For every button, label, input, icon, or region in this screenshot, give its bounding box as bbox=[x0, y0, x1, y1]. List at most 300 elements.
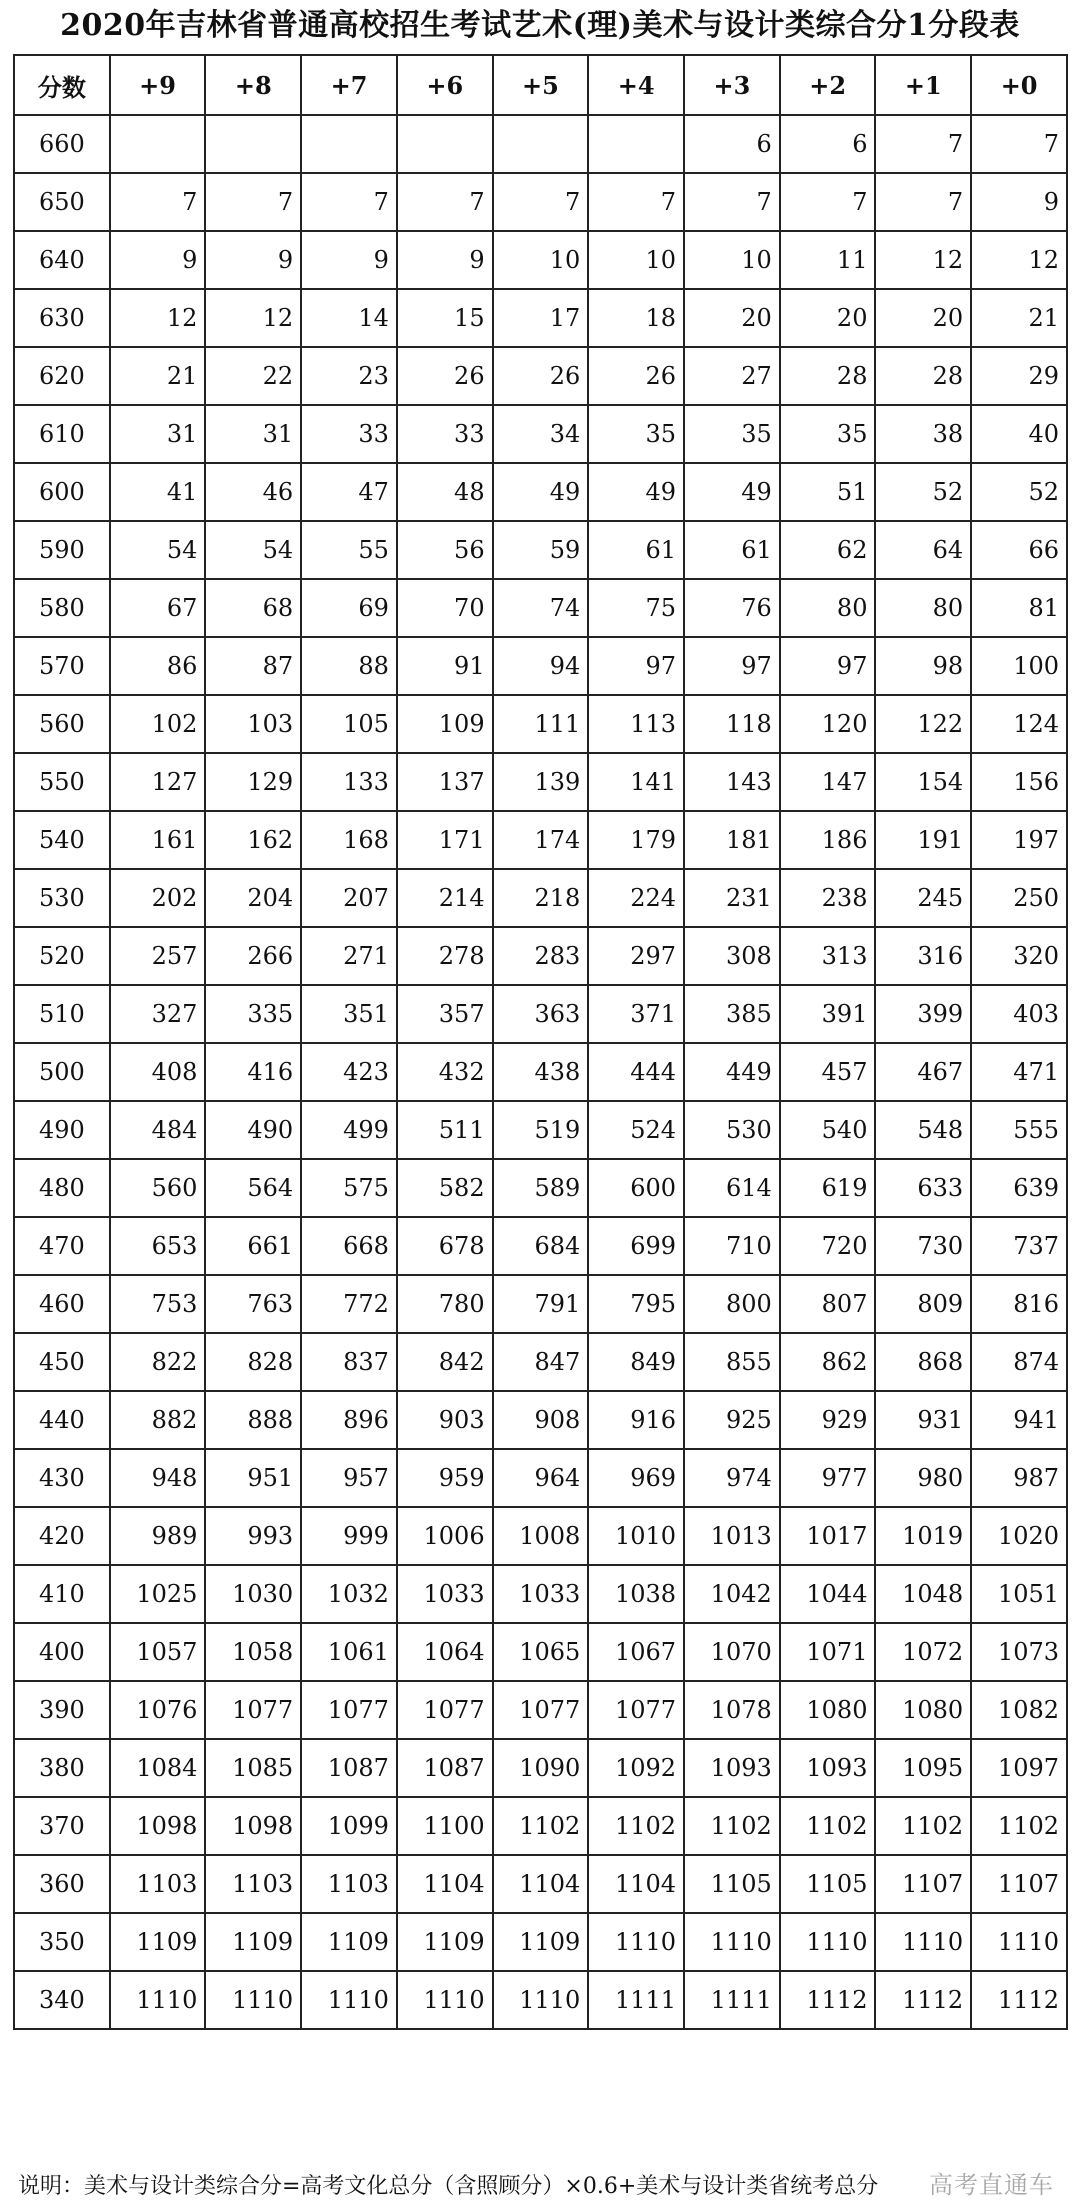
footnote: 说明：美术与设计类综合分=高考文化总分（含照顾分）×0.6+美术与设计类省统考总分 bbox=[18, 2174, 879, 2199]
count-cell: 1095 bbox=[875, 1739, 971, 1797]
count-cell: 1110 bbox=[780, 1913, 876, 1971]
column-header-offset: +6 bbox=[397, 55, 493, 115]
count-cell: 91 bbox=[397, 637, 493, 695]
count-cell: 1112 bbox=[875, 1971, 971, 2029]
count-cell: 888 bbox=[205, 1391, 301, 1449]
count-cell: 1110 bbox=[205, 1971, 301, 2029]
count-cell bbox=[205, 115, 301, 173]
count-cell: 9 bbox=[205, 231, 301, 289]
table-row bbox=[14, 1507, 1067, 1565]
count-cell: 987 bbox=[971, 1449, 1067, 1507]
count-cell: 7 bbox=[205, 173, 301, 231]
count-cell: 56 bbox=[397, 521, 493, 579]
table-row bbox=[14, 1623, 1067, 1681]
count-cell: 49 bbox=[493, 463, 589, 521]
count-cell: 511 bbox=[397, 1101, 493, 1159]
count-cell: 14 bbox=[301, 289, 397, 347]
column-header-offset: +5 bbox=[493, 55, 589, 115]
count-cell: 1100 bbox=[397, 1797, 493, 1855]
count-cell: 113 bbox=[588, 695, 684, 753]
table-row bbox=[14, 1391, 1067, 1449]
count-cell: 816 bbox=[971, 1275, 1067, 1333]
count-cell: 20 bbox=[780, 289, 876, 347]
count-cell: 66 bbox=[971, 521, 1067, 579]
count-cell: 1073 bbox=[971, 1623, 1067, 1681]
count-cell: 250 bbox=[971, 869, 1067, 927]
table-row bbox=[14, 1217, 1067, 1275]
count-cell: 49 bbox=[588, 463, 684, 521]
count-cell: 55 bbox=[301, 521, 397, 579]
count-cell: 1058 bbox=[205, 1623, 301, 1681]
table-row bbox=[14, 1739, 1067, 1797]
count-cell: 1010 bbox=[588, 1507, 684, 1565]
count-cell: 1044 bbox=[780, 1565, 876, 1623]
count-cell: 1077 bbox=[301, 1681, 397, 1739]
count-cell: 1072 bbox=[875, 1623, 971, 1681]
count-cell: 989 bbox=[110, 1507, 206, 1565]
count-cell: 1038 bbox=[588, 1565, 684, 1623]
count-cell: 133 bbox=[301, 753, 397, 811]
count-cell: 87 bbox=[205, 637, 301, 695]
count-cell: 1077 bbox=[397, 1681, 493, 1739]
table-row bbox=[14, 579, 1067, 637]
score-cell: 620 bbox=[14, 347, 110, 405]
count-cell: 1067 bbox=[588, 1623, 684, 1681]
count-cell: 951 bbox=[205, 1449, 301, 1507]
count-cell: 730 bbox=[875, 1217, 971, 1275]
count-cell: 129 bbox=[205, 753, 301, 811]
count-cell: 1019 bbox=[875, 1507, 971, 1565]
count-cell: 639 bbox=[971, 1159, 1067, 1217]
count-cell: 471 bbox=[971, 1043, 1067, 1101]
table-row bbox=[14, 1449, 1067, 1507]
count-cell: 847 bbox=[493, 1333, 589, 1391]
count-cell: 49 bbox=[684, 463, 780, 521]
count-cell: 614 bbox=[684, 1159, 780, 1217]
count-cell: 916 bbox=[588, 1391, 684, 1449]
column-header-offset: +3 bbox=[684, 55, 780, 115]
count-cell: 1105 bbox=[780, 1855, 876, 1913]
count-cell: 257 bbox=[110, 927, 206, 985]
table-body bbox=[14, 115, 1067, 2029]
count-cell: 111 bbox=[493, 695, 589, 753]
count-cell: 925 bbox=[684, 1391, 780, 1449]
count-cell: 399 bbox=[875, 985, 971, 1043]
table-row bbox=[14, 231, 1067, 289]
count-cell: 51 bbox=[780, 463, 876, 521]
count-cell: 97 bbox=[588, 637, 684, 695]
count-cell: 974 bbox=[684, 1449, 780, 1507]
count-cell: 948 bbox=[110, 1449, 206, 1507]
count-cell: 218 bbox=[493, 869, 589, 927]
score-cell: 590 bbox=[14, 521, 110, 579]
count-cell bbox=[301, 115, 397, 173]
count-cell: 168 bbox=[301, 811, 397, 869]
count-cell: 1057 bbox=[110, 1623, 206, 1681]
count-cell: 822 bbox=[110, 1333, 206, 1391]
page-title: 2020年吉林省普通高校招生考试艺术(理)美术与设计类综合分1分段表 bbox=[60, 8, 1020, 43]
count-cell: 1097 bbox=[971, 1739, 1067, 1797]
count-cell: 1107 bbox=[875, 1855, 971, 1913]
count-cell: 6 bbox=[684, 115, 780, 173]
count-cell: 1104 bbox=[588, 1855, 684, 1913]
count-cell: 54 bbox=[110, 521, 206, 579]
count-cell: 1109 bbox=[205, 1913, 301, 1971]
score-cell: 360 bbox=[14, 1855, 110, 1913]
count-cell: 351 bbox=[301, 985, 397, 1043]
count-cell: 519 bbox=[493, 1101, 589, 1159]
count-cell: 1110 bbox=[875, 1913, 971, 1971]
count-cell: 1112 bbox=[780, 1971, 876, 2029]
count-cell: 28 bbox=[780, 347, 876, 405]
count-cell: 41 bbox=[110, 463, 206, 521]
count-cell: 1051 bbox=[971, 1565, 1067, 1623]
count-cell: 403 bbox=[971, 985, 1067, 1043]
count-cell: 20 bbox=[684, 289, 780, 347]
count-cell: 1080 bbox=[780, 1681, 876, 1739]
count-cell: 7 bbox=[971, 115, 1067, 173]
count-cell: 1076 bbox=[110, 1681, 206, 1739]
count-cell: 1071 bbox=[780, 1623, 876, 1681]
count-cell: 809 bbox=[875, 1275, 971, 1333]
count-cell: 837 bbox=[301, 1333, 397, 1391]
count-cell: 874 bbox=[971, 1333, 1067, 1391]
count-cell: 969 bbox=[588, 1449, 684, 1507]
count-cell: 316 bbox=[875, 927, 971, 985]
score-cell: 430 bbox=[14, 1449, 110, 1507]
count-cell: 993 bbox=[205, 1507, 301, 1565]
score-cell: 640 bbox=[14, 231, 110, 289]
count-cell: 490 bbox=[205, 1101, 301, 1159]
count-cell: 271 bbox=[301, 927, 397, 985]
score-cell: 500 bbox=[14, 1043, 110, 1101]
count-cell: 1110 bbox=[588, 1913, 684, 1971]
count-cell: 7 bbox=[875, 115, 971, 173]
count-cell: 467 bbox=[875, 1043, 971, 1101]
count-cell: 74 bbox=[493, 579, 589, 637]
count-cell: 653 bbox=[110, 1217, 206, 1275]
count-cell: 357 bbox=[397, 985, 493, 1043]
count-cell: 171 bbox=[397, 811, 493, 869]
count-cell: 1032 bbox=[301, 1565, 397, 1623]
count-cell: 1033 bbox=[493, 1565, 589, 1623]
count-cell: 908 bbox=[493, 1391, 589, 1449]
count-cell: 22 bbox=[205, 347, 301, 405]
count-cell: 94 bbox=[493, 637, 589, 695]
score-cell: 540 bbox=[14, 811, 110, 869]
count-cell: 780 bbox=[397, 1275, 493, 1333]
count-cell: 10 bbox=[684, 231, 780, 289]
table-row bbox=[14, 405, 1067, 463]
score-cell: 450 bbox=[14, 1333, 110, 1391]
count-cell: 31 bbox=[205, 405, 301, 463]
count-cell: 105 bbox=[301, 695, 397, 753]
count-cell: 40 bbox=[971, 405, 1067, 463]
count-cell: 6 bbox=[780, 115, 876, 173]
count-cell: 1084 bbox=[110, 1739, 206, 1797]
score-cell: 630 bbox=[14, 289, 110, 347]
count-cell: 127 bbox=[110, 753, 206, 811]
count-cell bbox=[493, 115, 589, 173]
count-cell: 224 bbox=[588, 869, 684, 927]
count-cell: 1110 bbox=[301, 1971, 397, 2029]
score-cell: 520 bbox=[14, 927, 110, 985]
score-cell: 490 bbox=[14, 1101, 110, 1159]
count-cell bbox=[588, 115, 684, 173]
count-cell: 1077 bbox=[493, 1681, 589, 1739]
count-cell: 540 bbox=[780, 1101, 876, 1159]
count-cell: 120 bbox=[780, 695, 876, 753]
count-cell: 1110 bbox=[397, 1971, 493, 2029]
count-cell: 27 bbox=[684, 347, 780, 405]
count-cell: 678 bbox=[397, 1217, 493, 1275]
table-row bbox=[14, 115, 1067, 173]
count-cell: 139 bbox=[493, 753, 589, 811]
table-row bbox=[14, 637, 1067, 695]
count-cell: 46 bbox=[205, 463, 301, 521]
count-cell: 81 bbox=[971, 579, 1067, 637]
score-cell: 480 bbox=[14, 1159, 110, 1217]
count-cell: 35 bbox=[684, 405, 780, 463]
count-cell: 564 bbox=[205, 1159, 301, 1217]
count-cell: 278 bbox=[397, 927, 493, 985]
count-cell: 1092 bbox=[588, 1739, 684, 1797]
count-cell: 52 bbox=[971, 463, 1067, 521]
table-row bbox=[14, 173, 1067, 231]
column-header-offset: +8 bbox=[205, 55, 301, 115]
count-cell: 416 bbox=[205, 1043, 301, 1101]
count-cell: 1111 bbox=[684, 1971, 780, 2029]
score-cell: 650 bbox=[14, 173, 110, 231]
score-cell: 440 bbox=[14, 1391, 110, 1449]
count-cell: 11 bbox=[780, 231, 876, 289]
count-cell: 1103 bbox=[301, 1855, 397, 1913]
count-cell: 423 bbox=[301, 1043, 397, 1101]
count-cell: 297 bbox=[588, 927, 684, 985]
count-cell: 1110 bbox=[110, 1971, 206, 2029]
table-header-row bbox=[14, 55, 1067, 115]
count-cell: 363 bbox=[493, 985, 589, 1043]
score-cell: 510 bbox=[14, 985, 110, 1043]
score-cell: 660 bbox=[14, 115, 110, 173]
count-cell: 1087 bbox=[301, 1739, 397, 1797]
count-cell: 59 bbox=[493, 521, 589, 579]
count-cell: 7 bbox=[875, 173, 971, 231]
score-cell: 550 bbox=[14, 753, 110, 811]
count-cell: 438 bbox=[493, 1043, 589, 1101]
count-cell: 1109 bbox=[493, 1913, 589, 1971]
count-cell: 1013 bbox=[684, 1507, 780, 1565]
count-cell: 1077 bbox=[588, 1681, 684, 1739]
count-cell: 619 bbox=[780, 1159, 876, 1217]
count-cell bbox=[397, 115, 493, 173]
count-cell: 548 bbox=[875, 1101, 971, 1159]
count-cell: 391 bbox=[780, 985, 876, 1043]
count-cell: 86 bbox=[110, 637, 206, 695]
count-cell: 828 bbox=[205, 1333, 301, 1391]
score-distribution-table bbox=[13, 54, 1068, 2030]
score-cell: 570 bbox=[14, 637, 110, 695]
count-cell: 12 bbox=[875, 231, 971, 289]
count-cell: 862 bbox=[780, 1333, 876, 1391]
count-cell: 12 bbox=[110, 289, 206, 347]
count-cell: 800 bbox=[684, 1275, 780, 1333]
count-cell: 23 bbox=[301, 347, 397, 405]
count-cell: 710 bbox=[684, 1217, 780, 1275]
count-cell: 186 bbox=[780, 811, 876, 869]
watermark-logo: 高考直通车 bbox=[929, 2171, 1054, 2199]
count-cell: 231 bbox=[684, 869, 780, 927]
table-row bbox=[14, 347, 1067, 405]
count-cell: 560 bbox=[110, 1159, 206, 1217]
count-cell: 137 bbox=[397, 753, 493, 811]
count-cell: 122 bbox=[875, 695, 971, 753]
count-cell: 1020 bbox=[971, 1507, 1067, 1565]
count-cell: 238 bbox=[780, 869, 876, 927]
table-row bbox=[14, 463, 1067, 521]
count-cell: 21 bbox=[971, 289, 1067, 347]
count-cell: 668 bbox=[301, 1217, 397, 1275]
table-row bbox=[14, 289, 1067, 347]
count-cell: 1042 bbox=[684, 1565, 780, 1623]
count-cell: 737 bbox=[971, 1217, 1067, 1275]
count-cell: 35 bbox=[588, 405, 684, 463]
count-cell: 61 bbox=[684, 521, 780, 579]
count-cell: 179 bbox=[588, 811, 684, 869]
count-cell: 582 bbox=[397, 1159, 493, 1217]
column-header-offset: +7 bbox=[301, 55, 397, 115]
count-cell: 1017 bbox=[780, 1507, 876, 1565]
count-cell: 1112 bbox=[971, 1971, 1067, 2029]
count-cell: 1111 bbox=[588, 1971, 684, 2029]
count-cell: 1082 bbox=[971, 1681, 1067, 1739]
count-cell: 21 bbox=[110, 347, 206, 405]
count-cell: 161 bbox=[110, 811, 206, 869]
count-cell: 29 bbox=[971, 347, 1067, 405]
count-cell: 444 bbox=[588, 1043, 684, 1101]
count-cell: 699 bbox=[588, 1217, 684, 1275]
count-cell: 896 bbox=[301, 1391, 397, 1449]
count-cell: 371 bbox=[588, 985, 684, 1043]
count-cell: 1110 bbox=[493, 1971, 589, 2029]
count-cell: 684 bbox=[493, 1217, 589, 1275]
count-cell: 449 bbox=[684, 1043, 780, 1101]
count-cell: 600 bbox=[588, 1159, 684, 1217]
count-cell: 327 bbox=[110, 985, 206, 1043]
count-cell: 432 bbox=[397, 1043, 493, 1101]
count-cell: 999 bbox=[301, 1507, 397, 1565]
count-cell: 313 bbox=[780, 927, 876, 985]
count-cell: 181 bbox=[684, 811, 780, 869]
column-header-offset: +2 bbox=[780, 55, 876, 115]
count-cell: 33 bbox=[397, 405, 493, 463]
count-cell: 1006 bbox=[397, 1507, 493, 1565]
count-cell: 33 bbox=[301, 405, 397, 463]
count-cell: 97 bbox=[780, 637, 876, 695]
count-cell: 1103 bbox=[110, 1855, 206, 1913]
score-cell: 390 bbox=[14, 1681, 110, 1739]
count-cell: 772 bbox=[301, 1275, 397, 1333]
count-cell: 154 bbox=[875, 753, 971, 811]
table-row bbox=[14, 811, 1067, 869]
table-row bbox=[14, 869, 1067, 927]
score-cell: 340 bbox=[14, 1971, 110, 2029]
count-cell: 1065 bbox=[493, 1623, 589, 1681]
count-cell: 10 bbox=[493, 231, 589, 289]
count-cell: 1102 bbox=[875, 1797, 971, 1855]
count-cell: 31 bbox=[110, 405, 206, 463]
table-row bbox=[14, 1913, 1067, 1971]
count-cell: 941 bbox=[971, 1391, 1067, 1449]
count-cell: 868 bbox=[875, 1333, 971, 1391]
count-cell: 855 bbox=[684, 1333, 780, 1391]
count-cell: 1102 bbox=[684, 1797, 780, 1855]
table-row bbox=[14, 695, 1067, 753]
count-cell: 931 bbox=[875, 1391, 971, 1449]
count-cell: 1085 bbox=[205, 1739, 301, 1797]
count-cell: 174 bbox=[493, 811, 589, 869]
table-row bbox=[14, 753, 1067, 811]
count-cell: 1048 bbox=[875, 1565, 971, 1623]
count-cell: 1102 bbox=[780, 1797, 876, 1855]
score-cell: 400 bbox=[14, 1623, 110, 1681]
count-cell: 197 bbox=[971, 811, 1067, 869]
table-row bbox=[14, 1797, 1067, 1855]
count-cell: 143 bbox=[684, 753, 780, 811]
count-cell: 335 bbox=[205, 985, 301, 1043]
count-cell: 1098 bbox=[205, 1797, 301, 1855]
table-row bbox=[14, 985, 1067, 1043]
count-cell: 204 bbox=[205, 869, 301, 927]
count-cell: 524 bbox=[588, 1101, 684, 1159]
count-cell: 633 bbox=[875, 1159, 971, 1217]
count-cell: 67 bbox=[110, 579, 206, 637]
column-header-offset: +4 bbox=[588, 55, 684, 115]
table-row bbox=[14, 1681, 1067, 1739]
count-cell: 12 bbox=[971, 231, 1067, 289]
count-cell: 118 bbox=[684, 695, 780, 753]
count-cell: 17 bbox=[493, 289, 589, 347]
count-cell: 64 bbox=[875, 521, 971, 579]
count-cell: 162 bbox=[205, 811, 301, 869]
count-cell: 191 bbox=[875, 811, 971, 869]
count-cell: 1104 bbox=[493, 1855, 589, 1913]
count-cell: 62 bbox=[780, 521, 876, 579]
count-cell: 28 bbox=[875, 347, 971, 405]
count-cell: 7 bbox=[397, 173, 493, 231]
count-cell: 47 bbox=[301, 463, 397, 521]
count-cell: 1030 bbox=[205, 1565, 301, 1623]
count-cell: 964 bbox=[493, 1449, 589, 1507]
column-header-offset: +1 bbox=[875, 55, 971, 115]
count-cell: 202 bbox=[110, 869, 206, 927]
score-cell: 600 bbox=[14, 463, 110, 521]
count-cell: 70 bbox=[397, 579, 493, 637]
count-cell: 720 bbox=[780, 1217, 876, 1275]
count-cell: 1104 bbox=[397, 1855, 493, 1913]
count-cell: 1033 bbox=[397, 1565, 493, 1623]
count-cell: 661 bbox=[205, 1217, 301, 1275]
count-cell: 54 bbox=[205, 521, 301, 579]
score-cell: 410 bbox=[14, 1565, 110, 1623]
score-cell: 350 bbox=[14, 1913, 110, 1971]
count-cell: 807 bbox=[780, 1275, 876, 1333]
count-cell: 26 bbox=[588, 347, 684, 405]
count-cell: 1080 bbox=[875, 1681, 971, 1739]
score-cell: 580 bbox=[14, 579, 110, 637]
count-cell: 1099 bbox=[301, 1797, 397, 1855]
count-cell: 7 bbox=[780, 173, 876, 231]
